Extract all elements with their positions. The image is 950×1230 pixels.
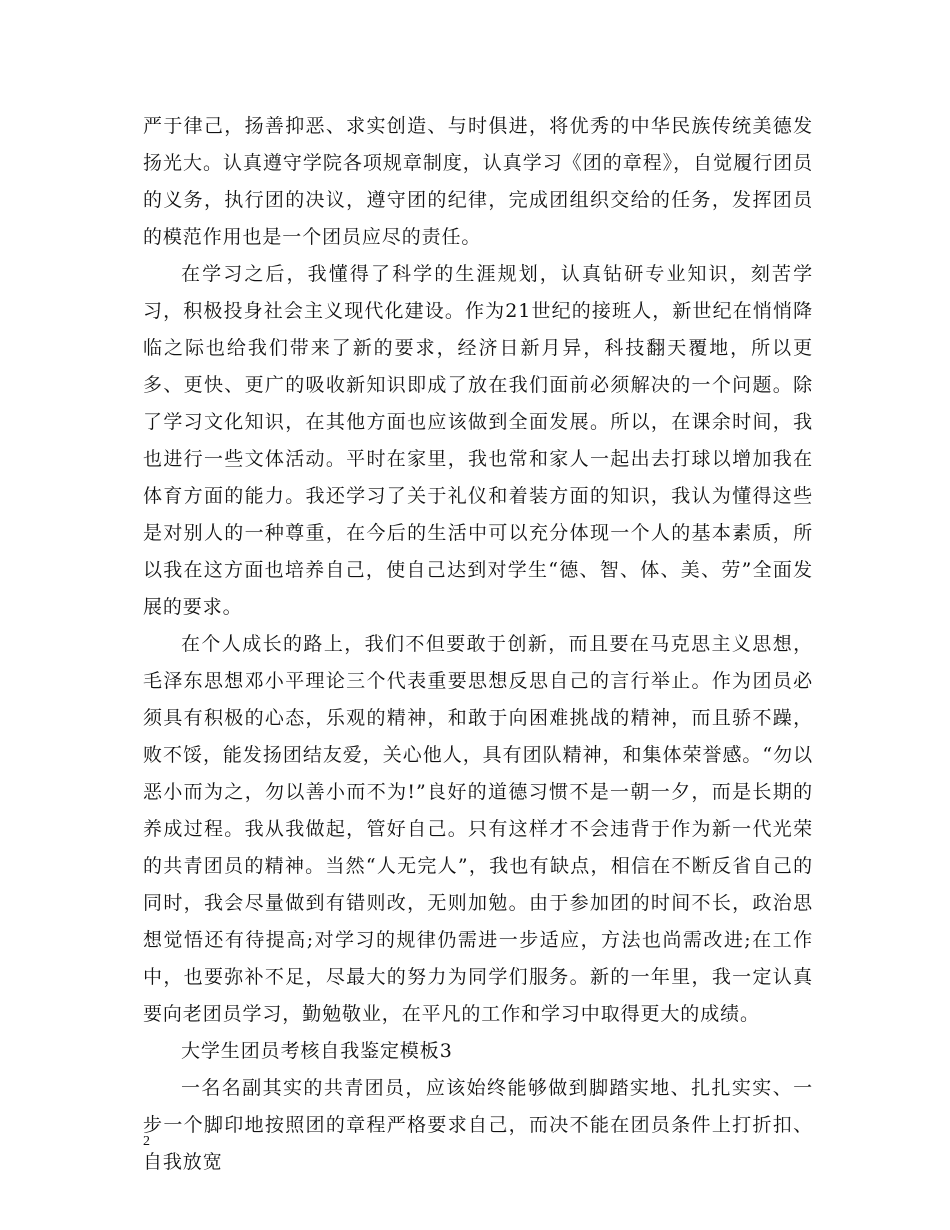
paragraph-3: 在个人成长的路上，我们不但要敢于创新，而且要在马克思主义思想，毛泽东思想邓小平理论三个代表重要思想反思自己的言行举止。作为团员必须具有积极的心态，乐观的精神，和敢于向困难挑战的精神，而且骄不躁，败不馁，能发扬团结友爱，关心他人，具有团队精神，和集体荣誉感。“勿以恶小而为之，勿以善小而不为!”良好的道德习惯不是一朝一夕，而是长期的养成过程。我从我做起，管好自己。只有这样才不会违背于作为新一代光荣的共青团员的精神。当然“人无完人”，我也有缺点，相信在不断反省自己的同时，我会尽量做到有错则改，无则加勉。由于参加团的时间不长，政治思想觉悟还有待提高;对学习的规律仍需进一步适应，方法也尚需改进;在工作中，也要弥补不足，尽最大的努力为同学们服务。新的一年里，我一定认真要向老团员学习，勤勉敬业，在平凡的工作和学习中取得更大的成绩。 <box>143 633 813 1025</box>
paragraph-4: 一名名副其实的共青团员，应该始终能够做到脚踏实地、扎扎实实、一步一个脚印地按照团的章程严格要求自己，而决不能在团员条件上打折扣、自我放宽 <box>143 1077 813 1173</box>
paragraph-2: 在学习之后，我懂得了科学的生涯规划，认真钻研专业知识，刻苦学习，积极投身社会主义现代化建设。作为21世纪的接班人，新世纪在悄悄降临之际也给我们带来了新的要求，经济日新月异，科技翻天覆地，所以更多、更快、更广的吸收新知识即成了放在我们面前必须解决的一个问题。除了学习文化知识，在其他方面也应该做到全面发展。所以，在课余时间，我也进行一些文体活动。平时在家里，我也常和家人一起出去打球以增加我在体育方面的能力。我还学习了关于礼仪和着装方面的知识，我认为懂得这些是对别人的一种尊重，在今后的生活中可以充分体现一个人的基本素质，所以我在这方面也培养自己，使自己达到对学生“德、智、体、美、劳”全面发展的要求。 <box>143 263 813 618</box>
paragraph-1: 严于律己，扬善抑恶、求实创造、与时俱进，将优秀的中华民族传统美德发扬光大。认真遵守学院各项规章制度，认真学习《团的章程》，自觉履行团员的义务，执行团的决议，遵守团的纪律，完成团组织交给的任务，发挥团员的模范作用也是一个团员应尽的责任。 <box>143 115 813 248</box>
section-heading: 大学生团员考核自我鉴定模板3 <box>181 1040 453 1062</box>
document-body <box>143 108 813 1181</box>
page-number: 2 <box>143 1134 150 1149</box>
